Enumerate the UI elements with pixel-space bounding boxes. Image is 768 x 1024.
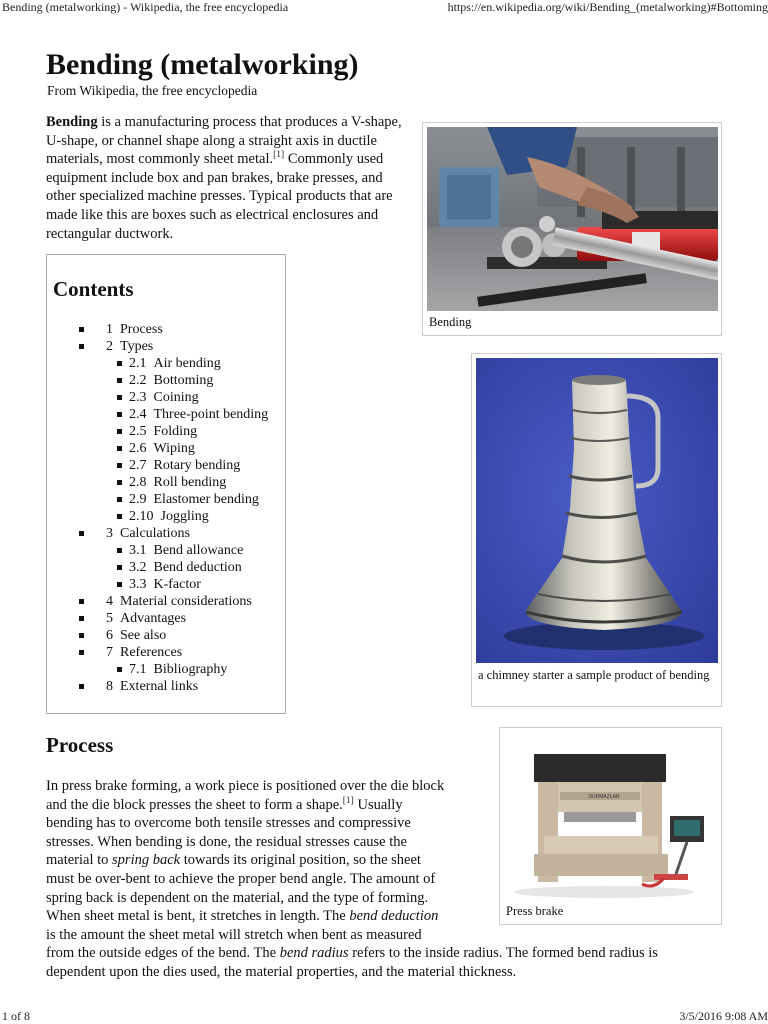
bullet-icon	[117, 548, 122, 553]
bullet-icon	[117, 514, 122, 519]
print-header-title: Bending (metalworking) - Wikipedia, the free encyclopedia	[2, 0, 289, 14]
toc-item-bottoming[interactable]: 2.2 Bottoming	[47, 372, 285, 389]
toc-item-air-bending[interactable]: 2.1 Air bending	[47, 355, 285, 372]
process-line: dependent upon the dies used, the material properties, and the material thickness.	[46, 963, 517, 980]
process-line: material to spring back towards its original position, so the sheet	[46, 852, 421, 869]
caption-bending: Bending	[429, 315, 472, 329]
bullet-icon	[79, 633, 84, 638]
process-paragraph	[46, 777, 658, 982]
term-bend-radius: bend radius	[279, 945, 349, 962]
toc-list	[47, 321, 285, 695]
print-header-url[interactable]: https://en.wikipedia.org/wiki/Bending_(metalworking)#Bottoming	[447, 0, 768, 14]
process-line: stresses. When bending is done, the residual stresses cause the	[46, 833, 407, 850]
bullet-icon	[117, 412, 122, 417]
bullet-icon	[79, 650, 84, 655]
bullet-icon	[117, 446, 122, 451]
bullet-icon	[117, 667, 122, 672]
toc-item-roll-bending[interactable]: 2.8 Roll bending	[47, 474, 285, 491]
intro-text-1: is a manufacturing process that produces a V-shape, U-shape, or channel shape along a straight axis in ductile materials, most commonly sheet metal.	[46, 114, 402, 168]
bullet-icon	[117, 429, 122, 434]
page-title: Bending (metalworking)	[46, 48, 359, 81]
toc-item-calculations[interactable]: 3 Calculations	[47, 525, 285, 542]
process-line: is the amount the sheet metal will stretch when bent as measured	[46, 926, 422, 943]
toc-item-three-point-bending[interactable]: 2.4 Three-point bending	[47, 406, 285, 423]
term-bend-deduction: bend deduction	[349, 908, 439, 925]
print-page-number: 1 of 8	[2, 1009, 30, 1023]
toc-item-wiping[interactable]: 2.6 Wiping	[47, 440, 285, 457]
process-line: and the die block presses the sheet to form a shape.[1] Usually	[46, 795, 403, 813]
toc-item-coining[interactable]: 2.3 Coining	[47, 389, 285, 406]
citation-link[interactable]: [1]	[342, 795, 354, 806]
chimney-starter-photo[interactable]	[476, 358, 718, 663]
bending-photo-svg	[427, 127, 718, 311]
process-line: from the outside edges of the bend. The bend radius refers to the inside radius. The formed bend radius is	[46, 945, 658, 962]
bullet-icon	[117, 565, 122, 570]
bullet-icon	[79, 531, 84, 536]
bullet-icon	[117, 378, 122, 383]
toc-item-see-also[interactable]: 6 See also	[47, 627, 285, 644]
figure-chimney-starter	[471, 353, 722, 707]
toc-item-references[interactable]: 7 References	[47, 644, 285, 661]
toc-item-folding[interactable]: 2.5 Folding	[47, 423, 285, 440]
bullet-icon	[79, 684, 84, 689]
process-line: In press brake forming, a work piece is positioned over the die block	[46, 778, 445, 794]
citation-link[interactable]: [1]	[273, 150, 285, 161]
toc-item-bend-allowance[interactable]: 3.1 Bend allowance	[47, 542, 285, 559]
print-datetime: 3/5/2016 9:08 AM	[679, 1009, 768, 1023]
bullet-icon	[79, 327, 84, 332]
page-subtitle: From Wikipedia, the free encyclopedia	[47, 83, 258, 98]
process-line: bending has to overcome both tensile stresses and compressive	[46, 815, 411, 832]
bullet-icon	[117, 582, 122, 587]
toc-item-process[interactable]: 1 Process	[47, 321, 285, 338]
toc-item-rotary-bending[interactable]: 2.7 Rotary bending	[47, 457, 285, 474]
toc-item-elastomer-bending[interactable]: 2.9 Elastomer bending	[47, 491, 285, 508]
toc-title: Contents	[53, 277, 134, 301]
bullet-icon	[117, 361, 122, 366]
table-of-contents	[46, 254, 286, 714]
toc-item-types[interactable]: 2 Types	[47, 338, 285, 355]
caption-chimney-starter: a chimney starter a sample product of bending	[478, 668, 710, 682]
toc-item-joggling[interactable]: 2.10 Joggling	[47, 508, 285, 525]
bullet-icon	[79, 599, 84, 604]
intro-bold-term: Bending	[46, 114, 98, 130]
toc-item-k-factor[interactable]: 3.3 K-factor	[47, 576, 285, 593]
process-line: When sheet metal is bent, it stretches in length. The bend deduction	[46, 908, 439, 925]
bullet-icon	[117, 497, 122, 502]
toc-item-external-links[interactable]: 8 External links	[47, 678, 285, 695]
chimney-starter-svg	[476, 358, 718, 663]
figure-bending	[422, 122, 722, 336]
intro-text-2: Commonly used equipment include box and pan brakes, brake presses, and other specialized machine presses. Typical products that are made like this are boxes such as electrical enclosures and rectangular ductwork.	[46, 151, 393, 242]
bending-photo[interactable]	[427, 127, 718, 311]
caption-press-brake: Press brake	[506, 904, 564, 918]
toc-item-material-considerations[interactable]: 4 Material considerations	[47, 593, 285, 610]
intro-paragraph	[46, 113, 406, 243]
bullet-icon	[117, 480, 122, 485]
press-brand-label: DURMAZLAR	[588, 794, 620, 800]
toc-item-advantages[interactable]: 5 Advantages	[47, 610, 285, 627]
toc-item-bend-deduction[interactable]: 3.2 Bend deduction	[47, 559, 285, 576]
bullet-icon	[117, 463, 122, 468]
process-line: must be over-bent to achieve the proper bend angle. The amount of	[46, 870, 436, 887]
bullet-icon	[79, 344, 84, 349]
bullet-icon	[117, 395, 122, 400]
section-heading-process: Process	[46, 733, 114, 757]
toc-item-bibliography[interactable]: 7.1 Bibliography	[47, 661, 285, 678]
bullet-icon	[79, 616, 84, 621]
term-spring-back: spring back	[112, 852, 181, 869]
process-line: spring back is dependent on the material, and the type of forming.	[46, 889, 429, 906]
